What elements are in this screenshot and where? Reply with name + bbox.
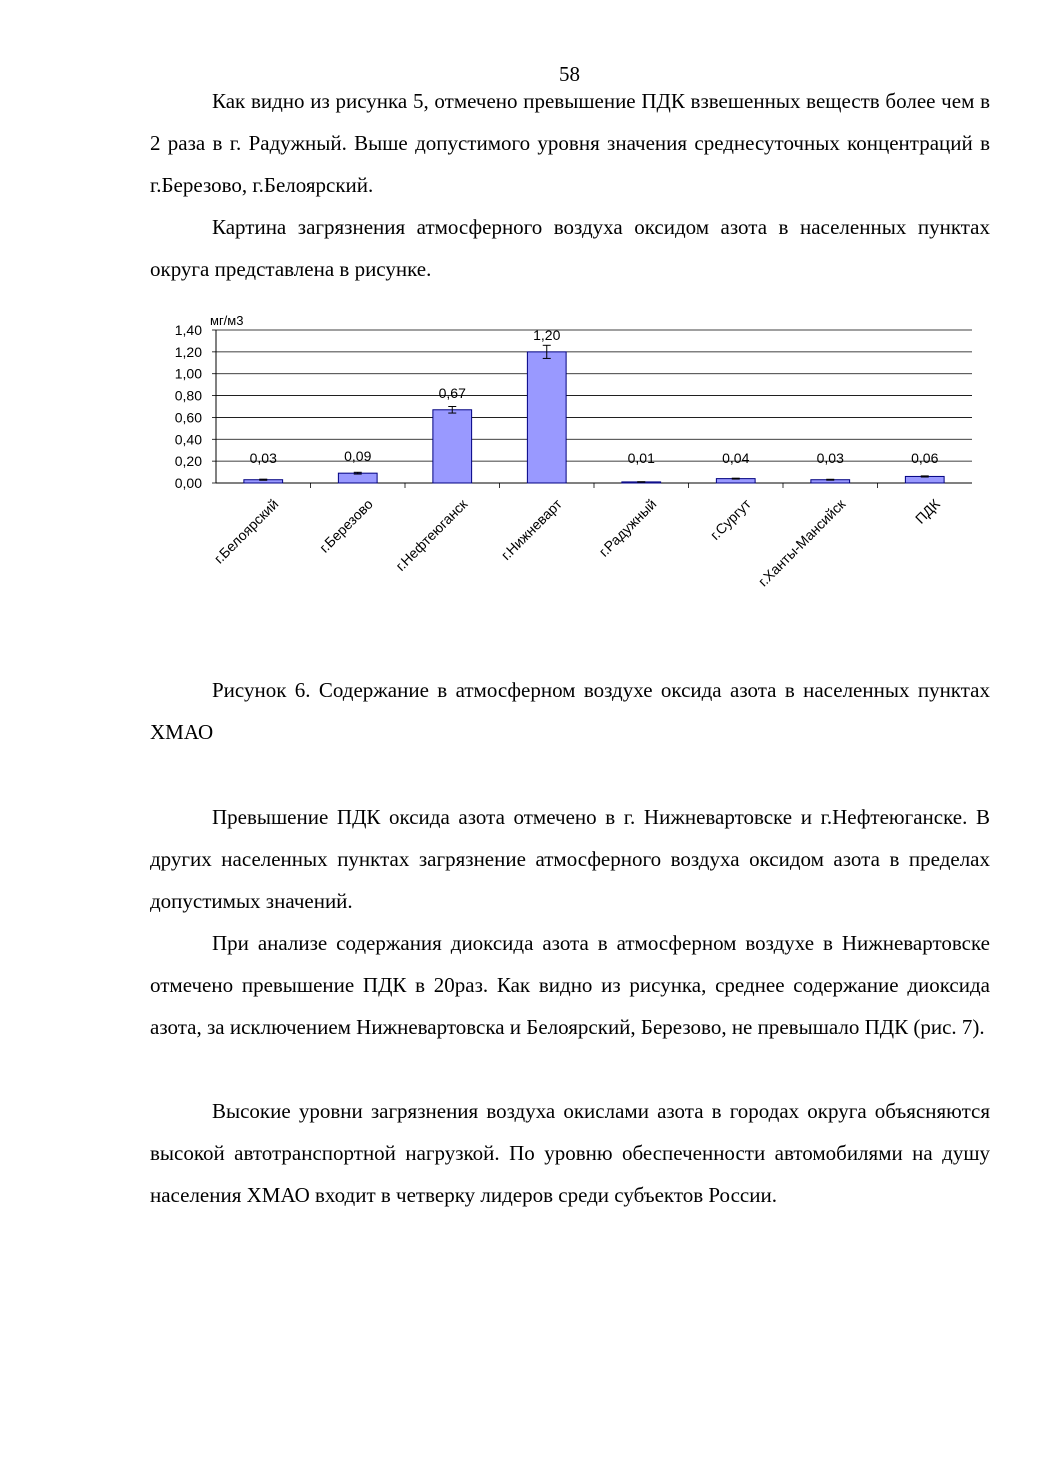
y-tick-label: 0,40	[174, 431, 202, 448]
y-tick-label: 1,40	[174, 322, 202, 338]
paragraph-3: Превышение ПДК оксида азота отмечено в г. Нижневартовске и г.Нефтеюганске. В других населенных пунктах загрязнение атмосферного воздуха оксидом азота в пределах допустимых значений.	[150, 805, 990, 913]
data-label: 0,04	[722, 450, 750, 466]
data-label: 0,67	[438, 384, 466, 401]
paragraph-2: Картина загрязнения атмосферного воздуха оксидом азота в населенных пунктах округа представлена в рисунке.	[150, 215, 990, 281]
bar-chart	[160, 308, 990, 628]
data-label: 0,01	[627, 450, 655, 466]
category-label: г.Нефтеюганск	[392, 495, 471, 574]
data-label: 0,03	[249, 450, 277, 466]
y-tick-label: 1,20	[174, 343, 202, 360]
chart-bars	[244, 327, 944, 483]
chart-y-axis-label: мг/м3	[210, 313, 244, 328]
page-number: 58	[559, 62, 580, 86]
y-tick-label: 0,80	[174, 387, 202, 404]
category-label: ПДК	[911, 495, 943, 527]
data-label: 0,09	[344, 448, 372, 465]
paragraph-4: При анализе содержания диоксида азота в атмосферном воздухе в Нижневартовске отмечено превышение ПДК в 20раз. Как видно из рисунка, среднее содержание диоксида азота, за исключением Нижневартовска и Белоярский, Березово, не превышало ПДК (рис. 7).	[150, 931, 990, 1039]
y-tick-label: 0,20	[174, 453, 202, 470]
category-label: г.Ханты-Мансийск	[754, 495, 849, 590]
y-tick-label: 0,60	[174, 409, 202, 426]
data-label: 1,20	[533, 326, 561, 343]
category-label: г.Сургут	[706, 495, 754, 543]
chart-gridlines	[212, 330, 972, 488]
y-tick-label: 1,00	[174, 365, 202, 382]
category-label: г.Нижневарт	[497, 495, 565, 564]
y-tick-label: 0,00	[174, 475, 202, 491]
category-label: г.Березово	[316, 495, 376, 556]
bar-3	[527, 352, 566, 483]
paragraph-5: Высокие уровни загрязнения воздуха окислами азота в городах округа объясняются высокой автотранспортной нагрузкой. По уровню обеспеченности автомобилями на душу населения ХМАО входит в четверку лидеров среди субъектов России.	[150, 1099, 990, 1207]
paragraph-1: Как видно из рисунка 5, отмечено превышение ПДК взвешенных веществ более чем в 2 раза в г. Радужный. Выше допустимого уровня значения среднесуточных концентраций в г.Березово, г.Белоярский.	[150, 89, 990, 197]
figure-caption: Рисунок 6. Содержание в атмосферном воздухе оксида азота в населенных пунктах ХМАО	[150, 678, 990, 744]
chart-y-ticks	[175, 322, 202, 491]
bar-2	[433, 410, 472, 483]
data-label: 0,03	[816, 450, 844, 466]
data-label: 0,06	[911, 450, 939, 466]
category-label: г.Радужный	[595, 495, 660, 560]
category-label: г.Белоярский	[210, 495, 282, 567]
bar-1	[338, 473, 377, 483]
chart-x-labels	[211, 495, 944, 589]
